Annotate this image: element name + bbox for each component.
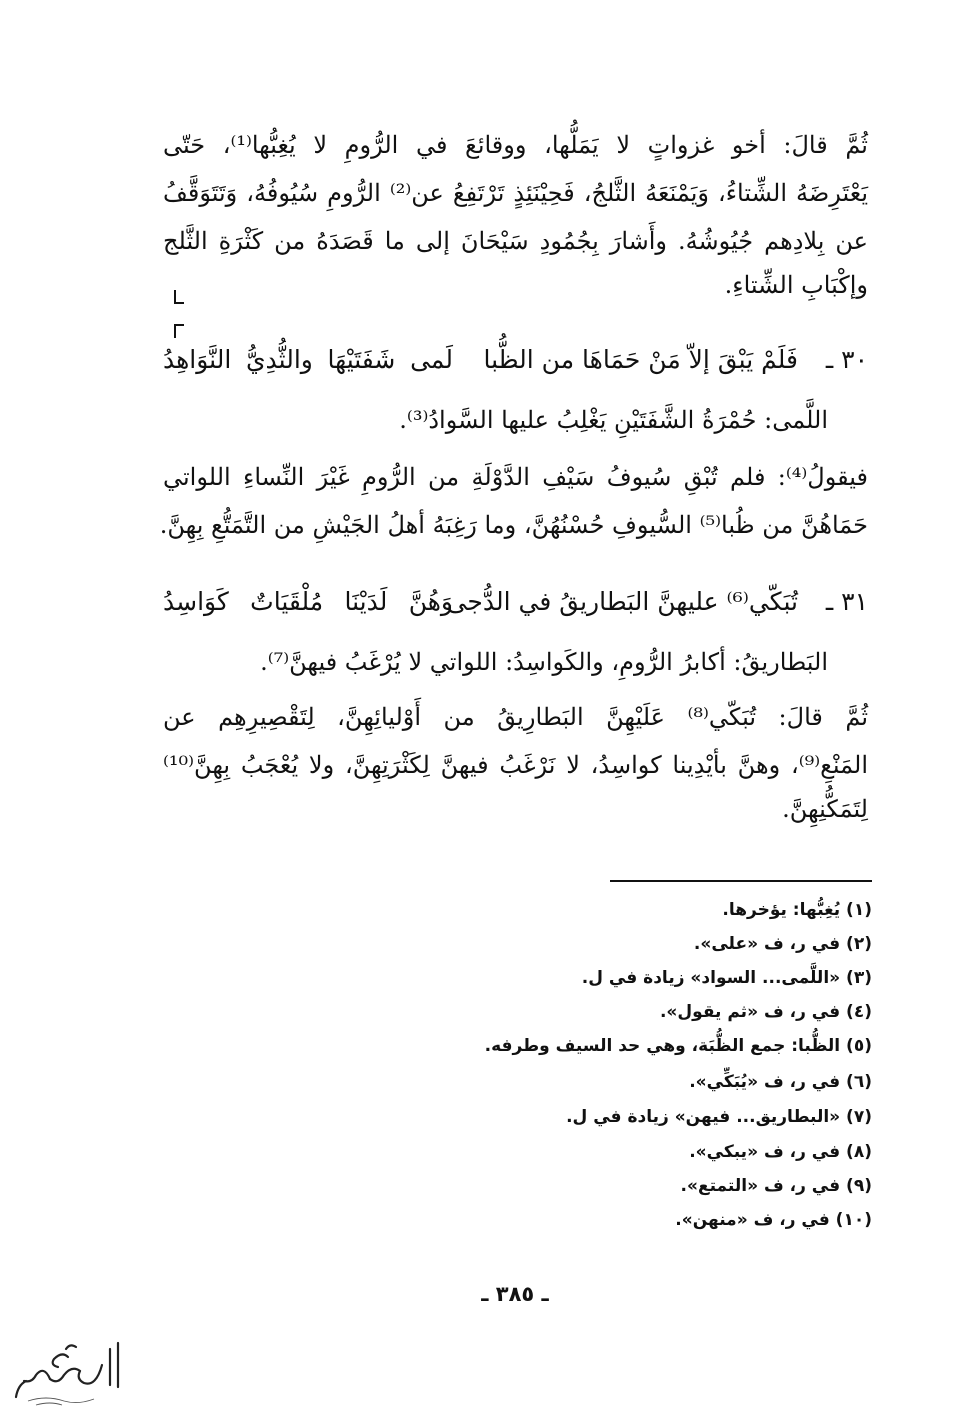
text-line: لِتَمَكُّنِهِنَّ.	[782, 795, 868, 823]
footnote: (٥) الظُّبا: جمع الظُّبَة، وهي حد السيف وطرفه.	[484, 1036, 872, 1056]
page-number: ـ ٣٨٥ ـ	[481, 1282, 549, 1306]
text-line: يَعْتَرِضَهُ الشِّتاءُ، وَيَمْنَعَهُ الثَّلجُ، فَحِيْنَئِذٍ تَرْتَفِعُ عن⁽²⁾ الرُّومِ سُيُوفُهُ، وَتَتَوَقَّفُ	[163, 179, 869, 207]
footnote: (٧) «البطاريق... فيهن» زيادة في ل.	[566, 1107, 872, 1127]
footnote: (١٠) في ر، ف «منهن».	[675, 1210, 872, 1230]
text-line: ثُمَّ قالَ: تُبَكّي⁽⁸⁾ عَلَيْهِنَّ البَطارِيقُ من أَوْليائِهِنَّ، لِتَقْصِيرِهِم عن	[163, 703, 869, 731]
text-line: حَمَاهُنَّ من ظُبا⁽⁵⁾ السُّيوفِ حُسْنُهُنَّ، وما رَغِبَهُ أهلُ الجَيْشِ من التَّمَتُّعِ بِهِنَّ.	[159, 511, 868, 539]
footnote: (٢) في ر، ف «على».	[693, 934, 872, 954]
text-line: المَنْعِ⁽⁹⁾، وهنَّ بأيْدِينا كواسِدُ، لا نَرْغَبُ فيهنَّ لِكَثْرَتِهِنَّ، ولا يُعْجَبُ بِهِنَّ⁽¹⁰⁾	[163, 751, 868, 779]
section-start-mark	[174, 324, 184, 338]
section-end-mark	[174, 290, 184, 304]
verse-hemistich-2: وَهُنَّ لَدَيْنَا مُلْقَيَاتٌ كَوَاسِدُ	[163, 587, 453, 616]
footnote-separator	[610, 880, 872, 882]
verse-hemistich-2: لَمى شَفَتَيْهَا والثُّدِيُّ النَّوَاهِدُ	[163, 345, 453, 374]
verse-31	[163, 582, 868, 622]
watermark-logo-icon	[6, 1335, 126, 1410]
verse-30	[163, 340, 868, 380]
text-line: فيقولُ⁽⁴⁾: فلم تُبْقِ سُيوفُ سَيْفِ الدَّوْلَةِ من الرُّومِ غَيْرَ النِّساءِ اللواتي	[163, 463, 868, 491]
footnote: (١) يُغِبُّها: يؤخرها.	[722, 900, 872, 920]
footnote: (٦) في ر، ف «يُبَكِّي».	[689, 1072, 872, 1092]
verse-number: ٣١ ـ	[825, 587, 868, 616]
text-line: عن بِلادِهم جُيُوشُهُ. وأَشارَ بِجُمُودِ سَيْحَانَ إلى ما قَصَدَهُ من كَثْرَةِ الثَّلج	[163, 227, 868, 255]
verse-hemistich-1: فَلَمْ يَبْقَ إلاّ مَنْ حَمَاهَا من الظُّبا	[483, 345, 798, 374]
text-line: وإكْبَابِ الشِّتاءِ.	[724, 271, 868, 299]
footnote: (٩) في ر، ف «التمتع».	[680, 1176, 872, 1196]
verse-number: ٣٠ ـ	[825, 345, 868, 374]
footnote: (٣) «اللَّمى... السواد» زيادة في ل.	[581, 968, 872, 988]
footnote: (٨) في ر، ف «يبكي».	[689, 1142, 872, 1162]
text-line: ثُمَّ قالَ: أخو غزواتٍ لا يَمَلُّها، ووقائعَ في الرُّومِ لا يُغِبُّها⁽¹⁾، حَتّى	[163, 131, 868, 159]
footnote: (٤) في ر، ف «ثم يقول».	[659, 1002, 872, 1022]
verse-gloss-31: البَطاريقُ: أكابرُ الرُّومِ، والكَواسِدُ: اللواتي لا يُرْغَبُ فيهنَّ⁽⁷⁾.	[260, 648, 828, 676]
verse-hemistich-1: تُبَكّي⁽⁶⁾ عليهنَّ البَطاريقُ في الدُّجى	[446, 587, 798, 616]
verse-gloss-30: اللَّمى: حُمْرَةُ الشَّفَتَيْنِ يَغْلِبُ عليها السَّوادُ⁽³⁾.	[399, 406, 828, 434]
